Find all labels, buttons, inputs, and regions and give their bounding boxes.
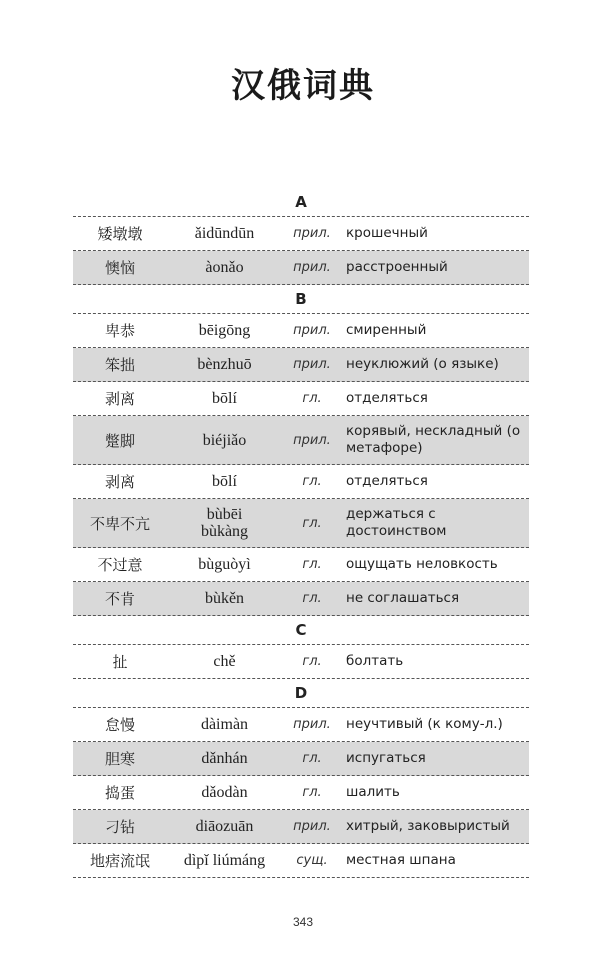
dictionary-entry <box>73 251 529 285</box>
entry-part-of-speech: сущ. <box>296 853 328 868</box>
entry-part-of-speech: прил. <box>293 323 331 338</box>
entry-translation: хитрый, заковыристый <box>346 818 510 834</box>
entry-part-of-speech: гл. <box>302 654 322 669</box>
entry-part-of-speech: прил. <box>293 226 331 241</box>
entry-hanzi: 捣蛋 <box>104 784 135 802</box>
entry-hanzi: 地痞流氓 <box>89 852 150 870</box>
entry-part-of-speech: гл. <box>302 474 322 489</box>
entry-translation: держаться с достоинством <box>346 506 447 539</box>
entry-part-of-speech: гл. <box>302 557 322 572</box>
dictionary-entry <box>73 708 529 742</box>
entry-hanzi: 矮墩墩 <box>97 225 143 243</box>
entry-hanzi: 蹩脚 <box>104 431 135 450</box>
entry-pinyin: dìpǐ liúmáng <box>183 852 266 869</box>
entry-translation: смиренный <box>346 322 427 338</box>
entry-translation: местная шпана <box>346 852 456 868</box>
entry-pinyin: àonǎo <box>205 259 244 276</box>
entry-hanzi: 懊恼 <box>104 259 135 277</box>
dictionary-entry <box>73 645 529 679</box>
entry-part-of-speech: прил. <box>293 819 331 834</box>
section-letter: D <box>73 679 529 708</box>
entry-translation: расстроенный <box>346 259 448 275</box>
dictionary-entry <box>73 348 529 382</box>
entry-hanzi: 笨拙 <box>104 356 135 374</box>
entry-pinyin: bùbēi bùkàng <box>200 506 249 540</box>
entry-pinyin: bùkěn <box>204 590 245 607</box>
entry-translation: испугаться <box>346 750 426 766</box>
entry-translation: корявый, нескладный (о метафоре) <box>346 423 521 456</box>
entry-part-of-speech: гл. <box>302 391 322 406</box>
entry-part-of-speech: гл. <box>302 751 322 766</box>
entry-pinyin: dǎnhán <box>201 750 248 767</box>
entry-translation: ощущать неловкость <box>346 556 498 572</box>
entry-hanzi: 胆寒 <box>104 750 135 768</box>
dictionary-entry <box>73 776 529 810</box>
entry-hanzi: 剥离 <box>104 473 135 491</box>
entry-translation: отделяться <box>346 390 428 406</box>
entry-part-of-speech: прил. <box>293 260 331 275</box>
dictionary-table <box>73 188 529 878</box>
dictionary-entry <box>73 548 529 582</box>
entry-pinyin: diāozuān <box>195 818 254 835</box>
entry-hanzi: 怠慢 <box>104 716 135 734</box>
entry-pinyin: chě <box>213 653 236 670</box>
entry-pinyin: dàimàn <box>200 716 249 733</box>
entry-part-of-speech: гл. <box>302 591 322 606</box>
entry-pinyin: ǎidūndūn <box>194 225 255 242</box>
entry-part-of-speech: гл. <box>302 515 322 531</box>
entry-pinyin: bùguòyì <box>198 556 251 573</box>
dictionary-entry <box>73 416 529 465</box>
entry-translation: неуклюжий (о языке) <box>346 356 499 372</box>
entry-translation: шалить <box>346 784 400 800</box>
page-number: 343 <box>292 915 314 929</box>
dictionary-entry <box>73 499 529 548</box>
entry-translation: отделяться <box>346 473 428 489</box>
section-letter: C <box>73 616 529 645</box>
entry-part-of-speech: гл. <box>302 785 322 800</box>
dictionary-entry <box>73 742 529 776</box>
entry-hanzi: 不过意 <box>97 556 143 574</box>
entry-translation: не соглашаться <box>346 590 460 606</box>
entry-hanzi: 不卑不亢 <box>89 514 150 533</box>
entry-part-of-speech: прил. <box>293 717 331 732</box>
dictionary-entry <box>73 844 529 878</box>
dictionary-entry <box>73 582 529 616</box>
dictionary-entry <box>73 465 529 499</box>
entry-part-of-speech: прил. <box>293 432 331 448</box>
entry-hanzi: 不肯 <box>104 590 135 608</box>
entry-translation: болтать <box>346 653 404 669</box>
entry-pinyin: biéjiǎo <box>202 431 247 449</box>
dictionary-entry <box>73 810 529 844</box>
page-title: 汉俄词典 <box>231 66 375 106</box>
dictionary-entry <box>73 382 529 416</box>
entry-pinyin: bōlí <box>212 473 237 490</box>
entry-hanzi: 扯 <box>112 653 128 671</box>
dictionary-entry <box>73 217 529 251</box>
entry-hanzi: 剥离 <box>104 390 135 408</box>
entry-translation: неучтивый (к кому-л.) <box>346 716 503 732</box>
entry-pinyin: bènzhuō <box>197 356 252 373</box>
dictionary-entry <box>73 314 529 348</box>
entry-hanzi: 卑恭 <box>104 322 135 340</box>
entry-hanzi: 刁钻 <box>104 818 135 836</box>
section-letter: A <box>73 188 529 217</box>
entry-pinyin: bēigōng <box>198 322 251 339</box>
entry-pinyin: bōlí <box>212 390 237 407</box>
section-letter: B <box>73 285 529 314</box>
entry-part-of-speech: прил. <box>293 357 331 372</box>
entry-pinyin: dǎodàn <box>201 784 248 801</box>
entry-translation: крошечный <box>346 225 428 241</box>
